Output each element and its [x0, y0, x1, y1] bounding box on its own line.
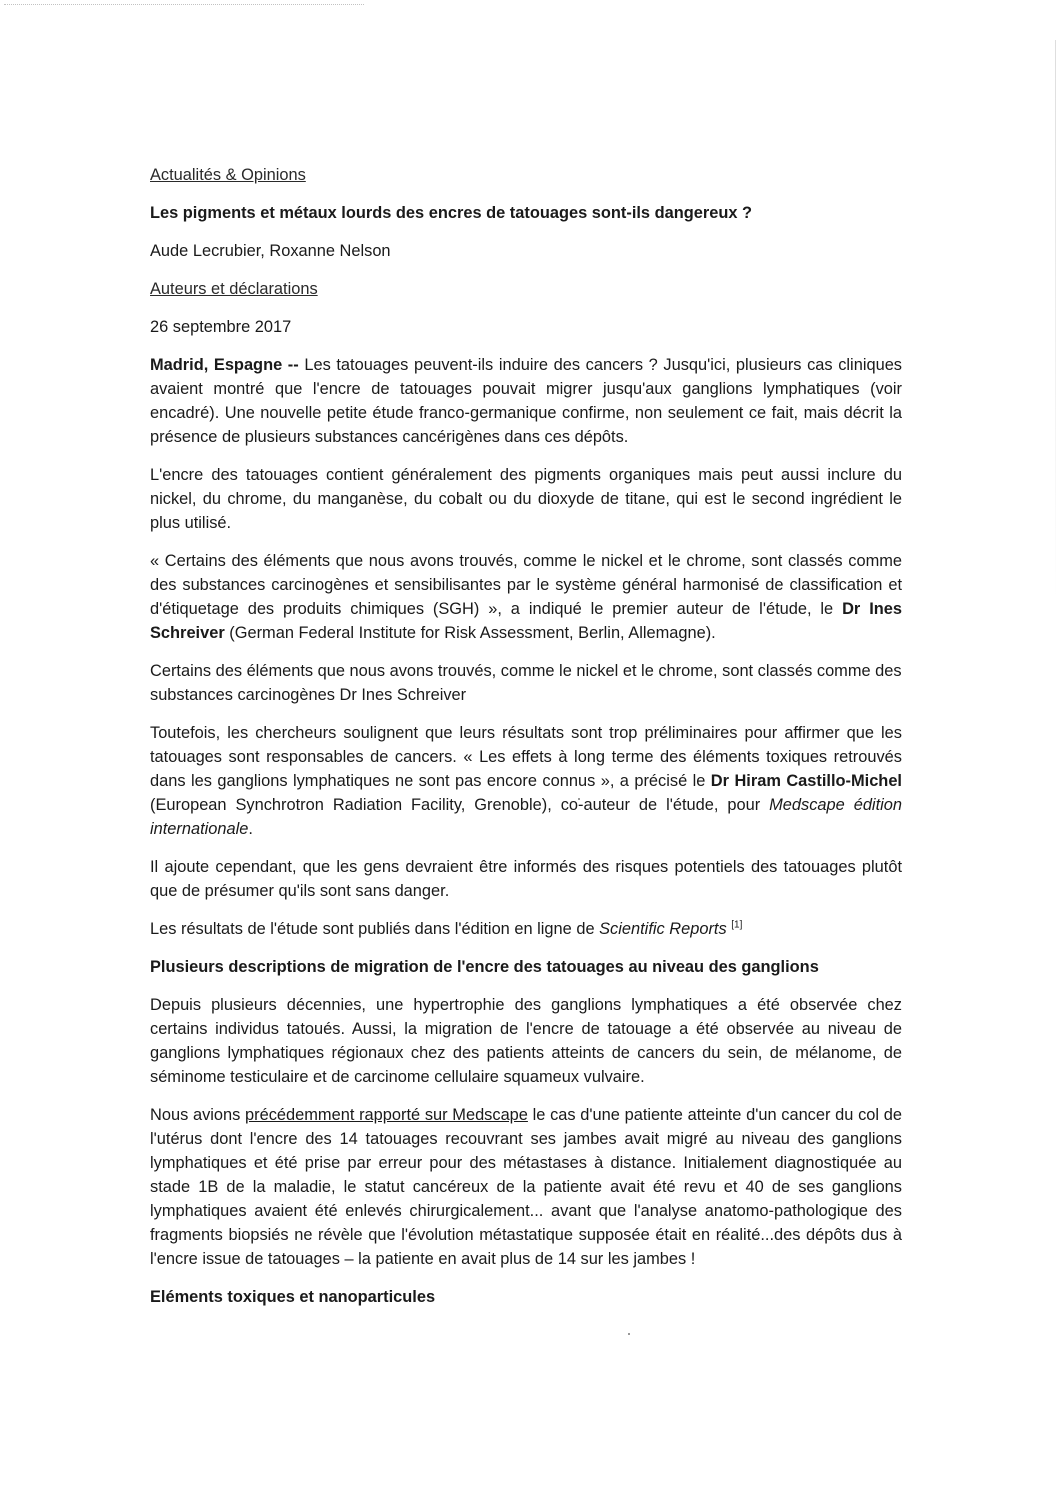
paragraph-preliminary: Toutefois, les chercheurs soulignent que leurs résultats sont trop préliminaires pour affirmer que les tatouages sont responsables de cancers. « Les effets à long terme des éléments toxiques retrouvés dans les ganglions lymphatiques ne sont pas encore connus », a précisé le Dr Hiram Castillo-Michel (European Synchrotron Radiation Facility, Grenoble), co-auteur de l'étude, pour Medscape édition internationale. [150, 724, 902, 838]
paragraph-intro: Madrid, Espagne -- Les tatouages peuvent-ils induire des cancers ? Jusqu'ici, plusieurs cas cliniques avaient montré que l'encre de tatouages pouvait migrer jusqu'aux ganglions lymphatiques (voir encadré). Une nouvelle petite étude franco-germanique confirme, non seulement ce fait, mais décrit la présence de plusieurs substances cancérigènes dans ces dépôts. [150, 356, 902, 446]
pull-quote: Certains des éléments que nous avons trouvés, comme le nickel et le chrome, sont classés comme des substances carcinogènes Dr Ines Schreiver [150, 662, 902, 704]
dateline: Madrid, Espagne -- [150, 356, 299, 374]
person-name: Dr Ines Schreiver [150, 600, 902, 642]
medscape-report-link[interactable]: précédemment rapporté sur Medscape [245, 1106, 528, 1124]
scan-edge-artifact [1055, 40, 1056, 600]
article-date: 26 septembre 2017 [150, 318, 292, 336]
scan-artifact [4, 4, 364, 9]
paragraph-publication: Les résultats de l'étude sont publiés dans l'édition en ligne de Scientific Reports [1] [150, 919, 743, 938]
person-name: Dr Hiram Castillo-Michel [710, 772, 902, 790]
paragraph-case-report: Nous avions précédemment rapporté sur Medscape le cas d'une patiente atteinte d'un cancer du col de l'utérus dont l'encre des 14 tatouages recouvrant ses jambes avait migré au niveau des ganglions lymphatiques et été prise par erreur pour des métastases à distance. Initialement diagnostiquée au stade 1B de la maladie, le statut cancéreux de la patiente avait été revu et 40 de ses ganglions lymphatiques avaient été enlevés chirurgicalement... avant que l'analyse anatomo-pathologique des fragments biopsiés ne révèle que l'évolution métastatique supposée était en réalité...des dépôts dus à l'encre issue de tatouages – la patiente en avait plus de 14 sur les jambes ! [150, 1106, 902, 1268]
article [150, 163, 902, 1323]
article-title: Les pigments et métaux lourds des encres de tatouages sont-ils dangereux ? [150, 204, 753, 222]
subheading-migration: Plusieurs descriptions de migration de l'encre des tatouages au niveau des ganglions [150, 958, 819, 976]
paragraph-ink-composition: L'encre des tatouages contient généralement des pigments organiques mais peut aussi inclure du nickel, du chrome, du manganèse, du cobalt ou du dioxyde de titane, qui est le second ingrédient le plus utilisé. [150, 466, 902, 532]
reference-link[interactable]: [1] [731, 919, 743, 931]
scan-speck [628, 1333, 630, 1335]
subheading-toxic-elements: Eléments toxiques et nanoparticules [150, 1288, 436, 1306]
authors-disclosures-link[interactable]: Auteurs et déclarations [150, 280, 318, 298]
paragraph-risks: Il ajoute cependant, que les gens devraient être informés des risques potentiels des tatouages plutôt que de présumer qu'ils sont sans danger. [150, 858, 902, 900]
journal-name: Scientific Reports [599, 920, 727, 938]
paragraph-history: Depuis plusieurs décennies, une hypertrophie des ganglions lymphatiques a été observée chez certains individus tatoués. Aussi, la migration de l'encre de tatouage a été observée au niveau de ganglions lymphatiques régionaux chez des patients atteints de cancers du sein, de mélanome, de séminome testiculaire et de carcinome cellulaire squameux vulvaire. [150, 996, 902, 1086]
article-authors: Aude Lecrubier, Roxanne Nelson [150, 242, 391, 260]
publication-name: Medscape édition internationale [150, 796, 902, 838]
paragraph-quote-schreiver: « Certains des éléments que nous avons trouvés, comme le nickel et le chrome, sont classés comme des substances carcinogènes et sensibilisantes par le système général harmonisé de classification et d'étiquetage des produits chimiques (SGH) », a indiqué le premier auteur de l'étude, le Dr Ines Schreiver (German Federal Institute for Risk Assessment, Berlin, Allemagne). [150, 552, 902, 642]
section-link[interactable]: Actualités & Opinions [150, 166, 306, 184]
